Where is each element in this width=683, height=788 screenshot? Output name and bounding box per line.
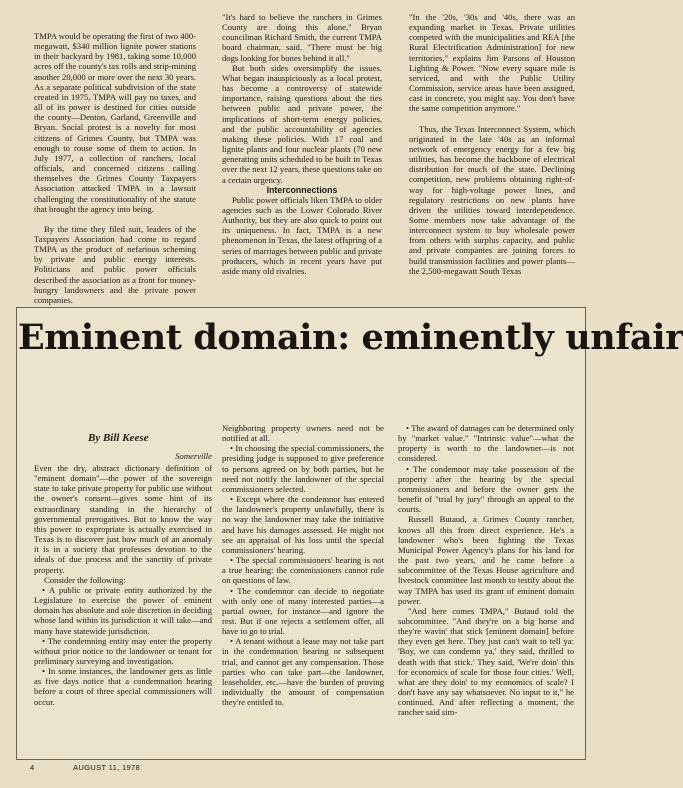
article-dateline: Somerville: [175, 451, 212, 461]
section-subhead: Interconnections: [266, 184, 338, 195]
article-column-2: [222, 423, 384, 707]
bullet-paragraph: • In some instances, the landowner gets as little as five days notice that a condemnation hearing before a court of three special commissioners will occur.: [34, 666, 212, 707]
paragraph: Russell Butaud, a Grimes County rancher, knows all this from direct experience. He's a landowner who's been fighting the Texas Municipal Power Agency's plans for his land for the past two years, and he came before a subcommittee of the Texas House agriculture and livestock committee last month to testify about the way TMPA has used its grant of eminent domain power.: [398, 514, 574, 606]
paragraph: Neighboring property owners need not be notified at all.: [222, 423, 384, 444]
bullet-paragraph: • A public or private entity authorized by the Legislature to exercise the power of eminent domain has absolute and sole discretion in deciding whose land within its jurisdiction it will take—and many have statewide jurisdiction.: [34, 584, 212, 636]
paragraph: Public power officials liken TMPA to older agencies such as the Lower Colorado River Authority, but they are also quick to point out its uniqueness. In fact, TMPA is a new phenomenon in Texas, the latest offspring of a series of marriages between public and private producers, which in recent years have put aside many old rivalries.: [222, 194, 382, 276]
paragraph: "And here comes TMPA," Butaud told the subcommittee. "And they're on a big horse and they're wavin' that stick [eminent domain] before they even get here. They just can't wait to tell ya: 'Boy, we can condemn ya,' they said, thrilled to death with that stick.' They said, 'We're doin' this for economics of scale for those four cities.' Well, what are they doin' to my economics of scale? I don't have any say whatsoever. No input to it," he continued. And after reflecting a moment, the rancher said sim-: [398, 605, 574, 718]
bullet-paragraph: • The special commissioners' hearing is not a true hearing: the commissioners cannot rule on questions of law.: [222, 555, 384, 586]
bullet-paragraph: • The condemnor can decide to negotiate with only one of many interested parties—a partial owner, for instance—and ignore the rest. But if one rejects a settlement offer, all have to go to trial.: [222, 585, 384, 637]
paragraph: Thus, the Texas Interconnect System, which originated in the late '40s as an informal network of emergency energy for a few big utilities, has become the backbone of electrical distribution for much of the state. Declining competition, new problems obtaining right-of-way for high-voltage power lines, and regulatory restrictions on new plants have driven the utilities toward interdependence. Some members now take advantage of the interconnect system to buy wholesale power from others with surplus capacity, and public and private companies are joining forces to build transmission facilities and power plants—the 2,500-megawatt South Texas: [409, 123, 575, 276]
paragraph: TMPA would be operating the first of two 400-megawatt, $340 million lignite power stations in their backyard by 1981, taking some 10,000 acres off the county's tax rolls and strip-mining another 20,000 or more over the next 30 years. As a separate political subdivision of the state created in 1975, TMPA will pay no taxes, and all of its power is destined for cities outside the county—Denton, Garland, Greenville and Bryan. Social protest is a novelty for most citizens of Grimes County, but TMPA was enough to rouse some of them to action. In July 1977, a collection of ranchers, local officials, and concerned citizens calling themselves the Grimes County Taxpayers Association attacked TMPA in a lawsuit challenging the constitutionality of the statute that brought the agency into being.: [34, 31, 197, 214]
bullet-paragraph: • A tenant without a lease may not take part in the condemnation hearing or subsequent trial, and cannot get any compensation. Those parties who can take part—the landowner, leaseholder, etc.—have the burden of proving individually the amount of compensation they're entitled to.: [222, 636, 384, 708]
top-column-3: [409, 12, 575, 276]
paragraph: Even the dry, abstract dictionary definition of "eminent domain"—the power of the sovereign state to take private property for public use without the owner's consent—gives some hint of its extraordinary standing in the hierarchy of governmental prerogatives. But to know the way this power to expropriate is actually exercised in Texas is to discover just how much of an anomaly it is in a society that professes devotion to the ideals of due process and the sanctity of private property.: [34, 463, 212, 575]
page-footer: [30, 763, 140, 772]
article-column-1: [34, 463, 212, 707]
paragraph: But both sides oversimplify the issues. What began inauspiciously as a local protest, has become a controversy of statewide importance, raising questions about the ties between public and private power, the implications of short-term energy policies, and the public accountability of agencies making these policies. With 17 coal and lignite plants and four nuclear plants (70 new generating units scheduled to be built in Texas over the next 12 years, these questions take on a certain urgency.: [222, 62, 382, 185]
top-column-2: [222, 12, 382, 276]
article-byline: By Bill Keese: [88, 432, 149, 444]
top-column-1: [34, 31, 196, 305]
bullet-paragraph: • The condemning entity may enter the property without prior notice to the landowner or tenant for preliminary surveying and investigation.: [34, 635, 212, 666]
paragraph: "In the '20s, '30s and '40s, there was an expanding market in Texas. Private utilities competed with the municipalities and REA [the Rural Electrification Administration] for new territories," explains Jim Parsons of Houston Lighting & Power. "Now every square mile is serviced, and with the Public Utility Commission, service areas have been assigned, cast in concrete, you might say. You don't have the same competition anymore.": [409, 12, 575, 114]
bullet-paragraph: • The condemnor may take possession of the property after the hearing by the special commissioners and before the owner gets the benefit of "trial by jury" through an appeal to the courts.: [398, 463, 574, 515]
paragraph: By the time they filed suit, leaders of the Taxpayers Association had come to regard TMPA as the product of nefarious scheming by private and public energy interests. Politicians and public power officials described the association as a front for money-hungry landowners and the private power companies.: [34, 223, 196, 305]
paragraph: "It's hard to believe the ranchers in Grimes County are doing this alone," Bryan councilman Richard Smith, the current TMPA board chairman, said. "There must be big dogs looking for bones behind it all.": [222, 12, 382, 63]
bullet-paragraph: • In choosing the special commissioners, the presiding judge is supposed to give preference to persons agreed on by both parties, but he need not notify the landowner of the special commissioners selected.: [222, 443, 384, 494]
bullet-paragraph: • Except where the condemnor has entered the landowner's property unlawfully, there is no way the landowner may take the initiative and have his damages assessed. He might not see an appraisal of his loss until the special commissioners' hearing.: [222, 494, 384, 555]
article-column-3: [398, 423, 574, 718]
article-headline: Eminent domain: eminently unfair: [18, 317, 683, 358]
issue-date: AUGUST 11, 1978: [72, 763, 141, 772]
page-number: 4: [30, 763, 35, 772]
bullet-paragraph: • The award of damages can be determined only by "market value." "Intrinsic value"—what the property is worth to the landowner—is not considered.: [398, 423, 574, 464]
paragraph: Consider the following:: [44, 574, 126, 585]
